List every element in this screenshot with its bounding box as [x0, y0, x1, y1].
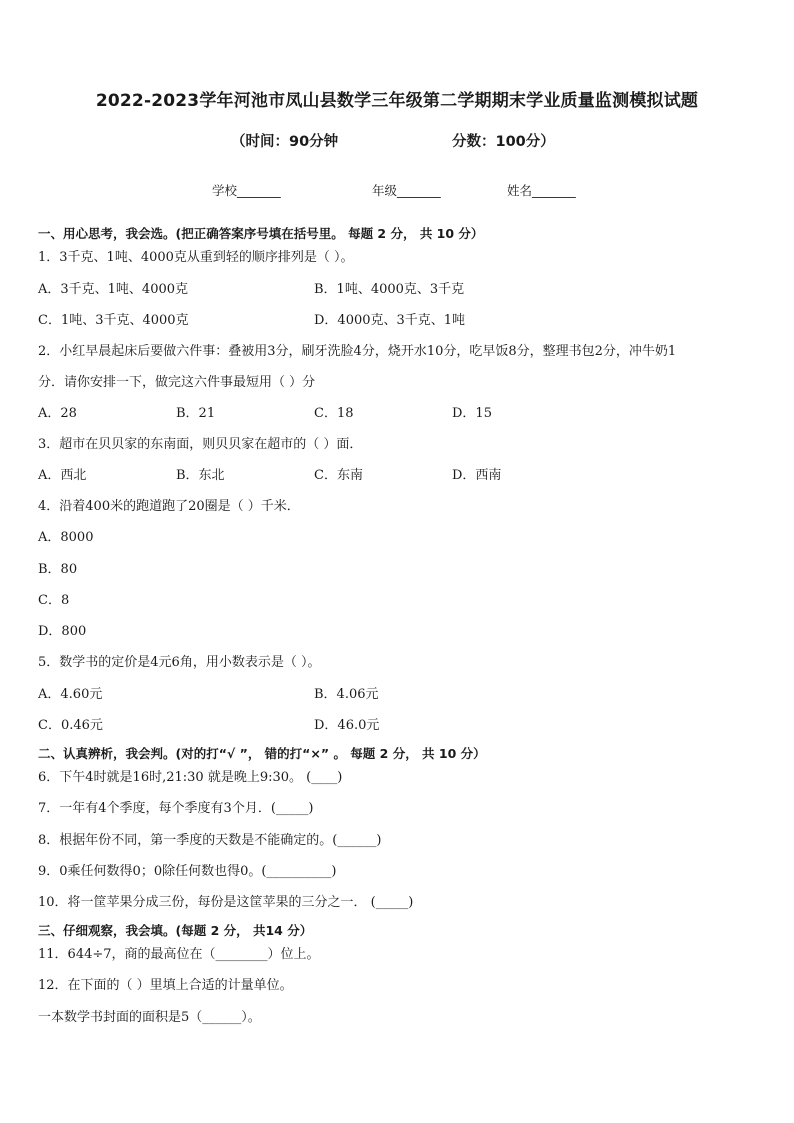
question-12-part-1: 一本数学书封面的面积是5（______）。 — [38, 1010, 261, 1025]
q3-option-a: A．西北 — [38, 468, 87, 483]
q2-option-c: C．18 — [314, 406, 354, 421]
section-heading-3: 三、仔细观察，我会填。(每题 2 分， 共14 分） — [38, 923, 313, 938]
name-field: 姓名_______ — [507, 183, 576, 198]
question-3: 3．超市在贝贝家的东南面，则贝贝家在超市的（ ）面． — [38, 437, 363, 452]
q5-option-d: D．46.0元 — [314, 718, 380, 733]
question-9: 9．0乘任何数得0；0除任何数也得0。(__________) — [38, 864, 337, 879]
q1-option-c: C．1吨、3千克、4000克 — [38, 313, 189, 328]
q4-option-a: A．8000 — [38, 530, 94, 545]
q5-option-a: A．4.60元 — [38, 687, 103, 702]
q1-option-b: B．1吨、4000克、3千克 — [314, 282, 465, 297]
question-2-line-2: 分．请你安排一下，做完这六件事最短用（ ）分 — [38, 375, 316, 390]
q2-option-d: D．15 — [452, 406, 492, 421]
question-6: 6．下午4时就是16时,21:30 就是晚上9:30。 (____) — [38, 770, 343, 785]
question-2-line-1: 2．小红早晨起床后要做六件事：叠被用3分，刷牙洗脸4分，烧开水10分，吃早饭8分，整理书包2分，冲牛奶1 — [38, 344, 677, 359]
q4-option-d: D．800 — [38, 624, 87, 639]
section-heading-1: 一、用心思考，我会选。(把正确答案序号填在括号里。 每题 2 分， 共 10 分） — [38, 226, 484, 241]
question-12: 12．在下面的（ ）里填上合适的计量单位。 — [38, 978, 293, 993]
q1-option-a: A．3千克、1吨、4000克 — [38, 282, 189, 297]
exam-title: 2022-2023学年河池市凤山县数学三年级第二学期期末学业质量监测模拟试题 — [95, 91, 699, 111]
question-4: 4．沿着400米的跑道跑了20圈是（ ）千米． — [38, 499, 300, 514]
school-field: 学校_______ — [212, 183, 281, 198]
q3-option-b: B．东北 — [176, 468, 225, 483]
grade-field: 年级_______ — [372, 183, 441, 198]
q5-option-c: C．0.46元 — [38, 718, 103, 733]
question-7: 7．一年有4个季度，每个季度有3个月．(_____) — [38, 801, 314, 816]
q2-option-a: A．28 — [38, 406, 77, 421]
q1-option-d: D．4000克、3千克、1吨 — [314, 313, 466, 328]
q2-option-b: B．21 — [176, 406, 216, 421]
q4-option-b: B．80 — [38, 562, 78, 577]
q3-option-c: C．东南 — [314, 468, 363, 483]
question-10: 10．将一筐苹果分成三份，每份是这筐苹果的三分之一． (_____) — [38, 895, 414, 910]
question-11: 11．644÷7，商的最高位在（________）位上。 — [38, 947, 320, 962]
question-8: 8．根据年份不同，第一季度的天数是不能确定的。(______) — [38, 833, 382, 848]
exam-time: （时间：90分钟 — [231, 134, 339, 150]
exam-score: 分数：100分） — [452, 134, 555, 150]
question-5: 5．数学书的定价是4元6角，用小数表示是（ ）。 — [38, 655, 321, 670]
q5-option-b: B．4.06元 — [314, 687, 379, 702]
section-heading-2: 二、认真辨析，我会判。(对的打“√ ”， 错的打“×” 。 每题 2 分， 共 10 分） — [38, 746, 486, 761]
question-1: 1．3千克、1吨、4000克从重到轻的顺序排列是（ ）。 — [38, 250, 354, 265]
q3-option-d: D．西南 — [452, 468, 502, 483]
q4-option-c: C．8 — [38, 593, 70, 608]
